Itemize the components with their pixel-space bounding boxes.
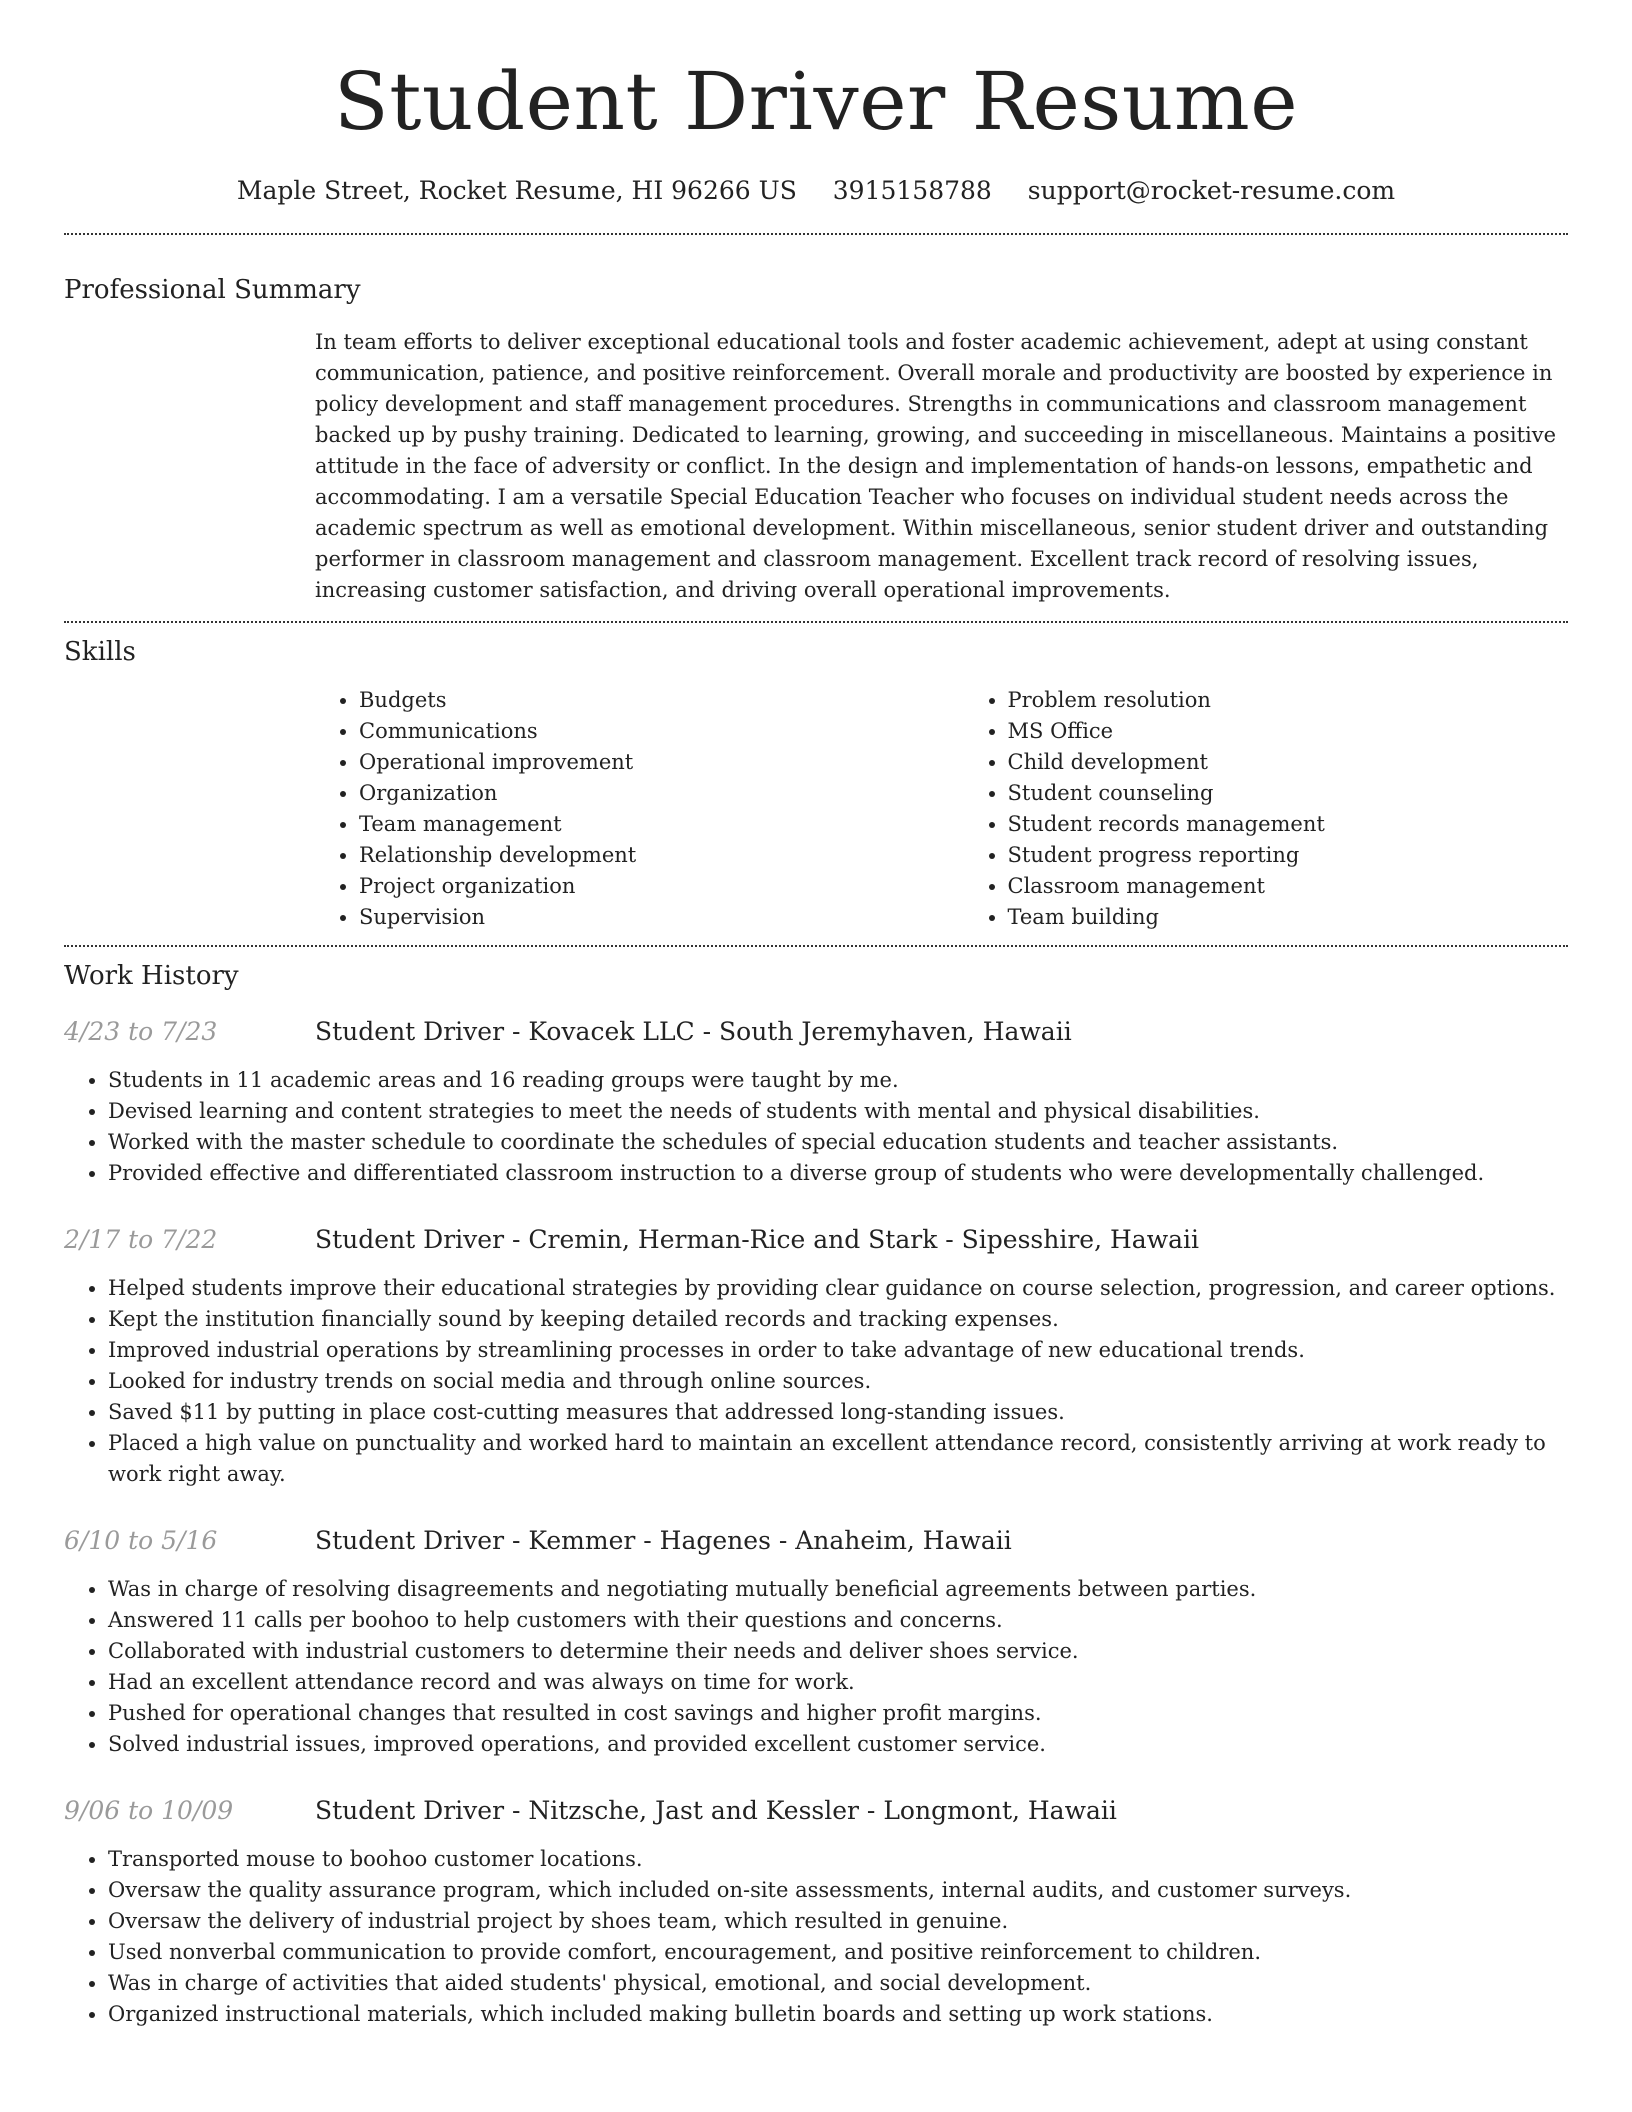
job-dates: 6/10 to 5/16: [64, 1526, 218, 1555]
job-entry: [64, 1794, 1568, 2030]
job-bullet: • Looked for industry trends on social media and through online sources.: [108, 1366, 1568, 1397]
job-bullet: • Transported mouse to boohoo customer locations.: [108, 1844, 1568, 1875]
skills-heading: Skills: [64, 637, 136, 667]
skill-item: • Project organization: [359, 871, 920, 902]
resume-title: Student Driver Resume: [333, 55, 1299, 148]
summary-text: In team efforts to deliver exceptional educational tools and foster academic achievement, adept at using constant communication, patience, and positive reinforcement. Overall morale and productivity are boosted by experience in policy development and staff management procedures. Strengths in communications and classroom management backed up by pushy training. Dedicated to learning, growing, and succeeding in miscellaneous. Maintains a positive attitude in the face of adversity or conflict. In the design and implementation of hands-on lessons, empathetic and accommodating. I am a versatile Special Education Teacher who focuses on individual student needs across the academic spectrum as well as emotional development. Within miscellaneous, senior student driver and outstanding performer in classroom management and classroom management. Excellent track record of resolving issues, increasing customer satisfaction, and driving overall operational improvements.: [315, 330, 1557, 602]
skill-item: • Organization: [359, 778, 920, 809]
job-bullet: • Placed a high value on punctuality and worked hard to maintain an excellent attendance record, consistently arriving at work ready to work right away.: [108, 1428, 1568, 1490]
skill-item: • Team management: [359, 809, 920, 840]
job-bullet: • Saved $11 by putting in place cost-cutting measures that addressed long-standing issues.: [108, 1397, 1568, 1428]
job-bullet: • Organized instructional materials, which included making bulletin boards and setting up work stations.: [108, 1999, 1568, 2030]
job-title: Student Driver - Kemmer - Hagenes - Anaheim, Hawaii: [315, 1526, 1012, 1555]
skill-item: • Student records management: [1008, 809, 1569, 840]
job-bullet: • Had an excellent attendance record and was always on time for work.: [108, 1667, 1568, 1698]
job-dates: 2/17 to 7/22: [64, 1225, 218, 1254]
job-bullet: • Collaborated with industrial customers to determine their needs and deliver shoes service.: [108, 1636, 1568, 1667]
job-bullets: [64, 1574, 1568, 1760]
skill-item: • Classroom management: [1008, 871, 1569, 902]
divider: [64, 233, 1568, 235]
contact-address: Maple Street, Rocket Resume, HI 96266 US: [236, 176, 797, 205]
contact-line: [64, 174, 1568, 208]
job-bullets: [64, 1273, 1568, 1490]
job-bullet: • Helped students improve their educational strategies by providing clear guidance on course selection, progression, and career options.: [108, 1273, 1568, 1304]
job-bullets: [64, 1065, 1568, 1189]
job-entry: [64, 1015, 1568, 1189]
job-bullet: • Answered 11 calls per boohoo to help customers with their questions and concerns.: [108, 1605, 1568, 1636]
skill-item: • MS Office: [1008, 716, 1569, 747]
job-title: Student Driver - Nitzsche, Jast and Kessler - Longmont, Hawaii: [315, 1796, 1117, 1825]
job-bullet: • Used nonverbal communication to provide comfort, encouragement, and positive reinforcement to children.: [108, 1937, 1568, 1968]
job-dates: 9/06 to 10/09: [64, 1796, 234, 1825]
resume-page: [64, 0, 1568, 2030]
job-title: Student Driver - Cremin, Herman-Rice and Stark - Sipesshire, Hawaii: [315, 1225, 1199, 1254]
job-bullet: • Devised learning and content strategies to meet the needs of students with mental and physical disabilities.: [108, 1096, 1568, 1127]
divider: [64, 621, 1568, 623]
skills-column-right: [964, 685, 1569, 933]
job-entry: [64, 1223, 1568, 1490]
skill-item: • Problem resolution: [1008, 685, 1569, 716]
skill-item: • Child development: [1008, 747, 1569, 778]
job-bullet: • Oversaw the delivery of industrial project by shoes team, which resulted in genuine.: [108, 1906, 1568, 1937]
skills-column-left: [315, 685, 920, 933]
work-heading: Work History: [64, 961, 239, 991]
summary-heading: Professional Summary: [64, 275, 361, 305]
skill-item: • Supervision: [359, 902, 920, 933]
job-bullet: • Was in charge of resolving disagreements and negotiating mutually beneficial agreements between parties.: [108, 1574, 1568, 1605]
skill-item: • Team building: [1008, 902, 1569, 933]
job-dates: 4/23 to 7/23: [64, 1017, 218, 1046]
contact-email: support@rocket-resume.com: [1027, 176, 1396, 205]
job-entry: [64, 1524, 1568, 1760]
contact-phone: 3915158788: [832, 176, 992, 205]
skill-item: • Operational improvement: [359, 747, 920, 778]
skill-item: • Student progress reporting: [1008, 840, 1569, 871]
job-bullet: • Was in charge of activities that aided students' physical, emotional, and social development.: [108, 1968, 1568, 1999]
job-bullet: • Kept the institution financially sound by keeping detailed records and tracking expenses.: [108, 1304, 1568, 1335]
job-bullet: • Solved industrial issues, improved operations, and provided excellent customer service.: [108, 1729, 1568, 1760]
job-bullet: • Pushed for operational changes that resulted in cost savings and higher profit margins.: [108, 1698, 1568, 1729]
job-bullet: • Students in 11 academic areas and 16 reading groups were taught by me.: [108, 1065, 1568, 1096]
job-bullet: • Oversaw the quality assurance program, which included on-site assessments, internal audits, and customer surveys.: [108, 1875, 1568, 1906]
skill-item: • Relationship development: [359, 840, 920, 871]
skills-list: [315, 685, 1568, 933]
job-bullet: • Worked with the master schedule to coordinate the schedules of special education students and teacher assistants.: [108, 1127, 1568, 1158]
skill-item: • Student counseling: [1008, 778, 1569, 809]
divider: [64, 945, 1568, 947]
job-bullet: • Provided effective and differentiated classroom instruction to a diverse group of students who were developmentally challenged.: [108, 1158, 1568, 1189]
job-bullet: • Improved industrial operations by streamlining processes in order to take advantage of new educational trends.: [108, 1335, 1568, 1366]
job-title: Student Driver - Kovacek LLC - South Jeremyhaven, Hawaii: [315, 1017, 1072, 1046]
job-bullets: [64, 1844, 1568, 2030]
skill-item: • Communications: [359, 716, 920, 747]
skill-item: • Budgets: [359, 685, 920, 716]
